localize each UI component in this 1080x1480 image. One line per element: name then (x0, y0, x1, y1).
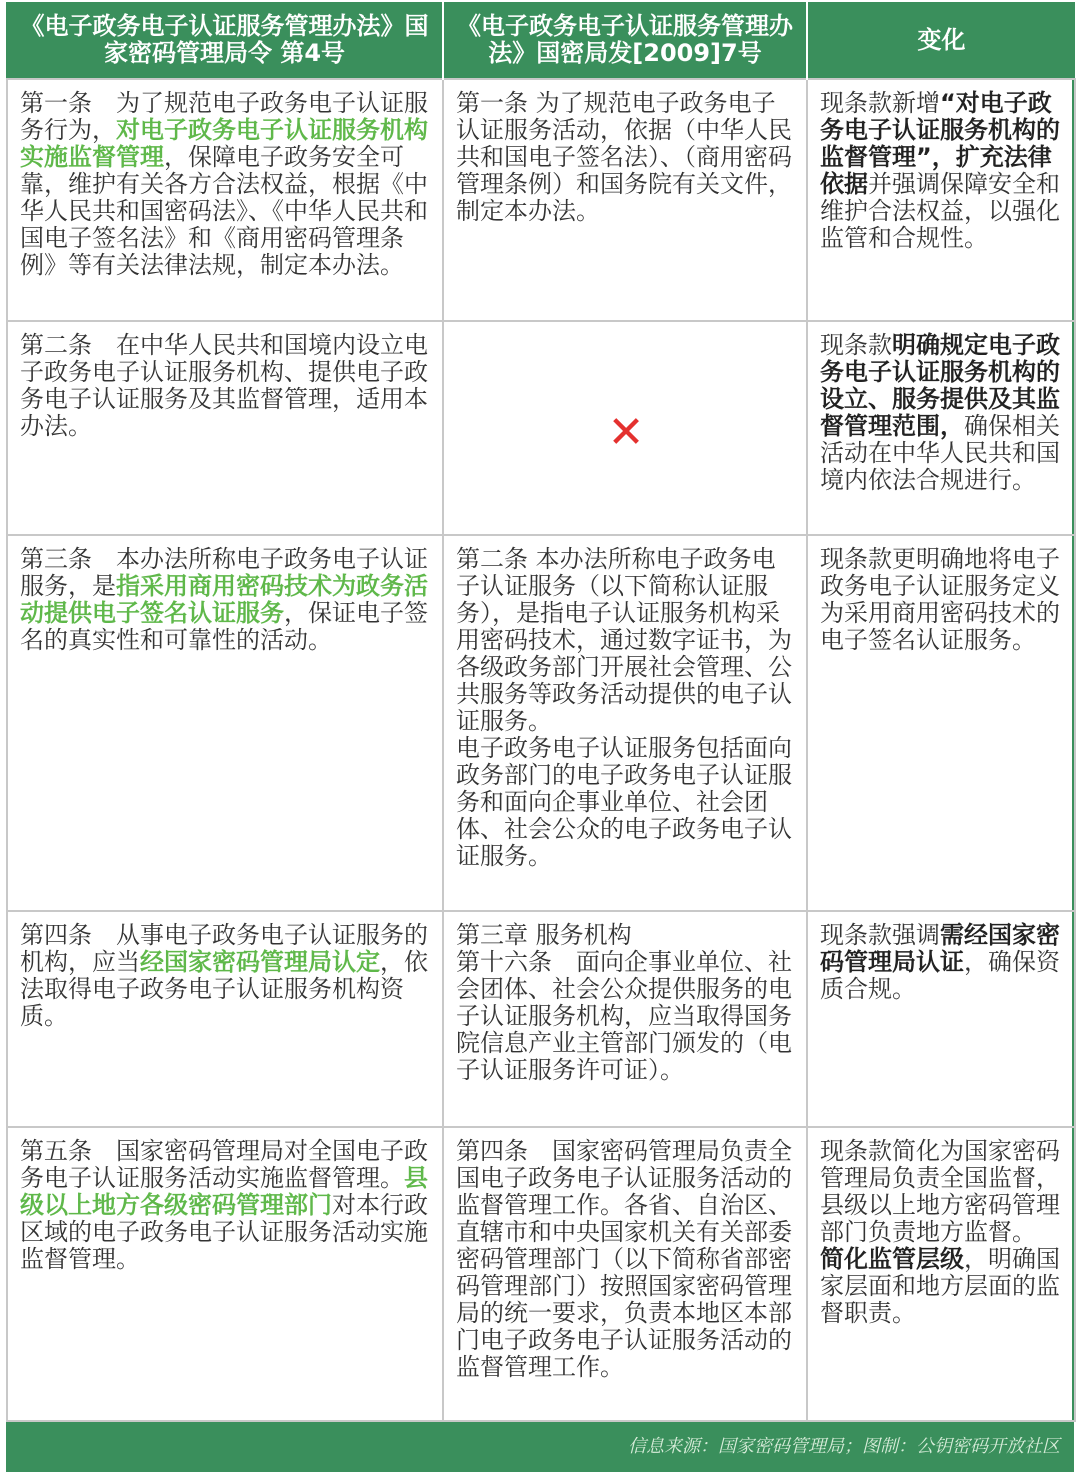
table-row (7, 79, 1075, 321)
old-clause-cell (443, 535, 807, 911)
change-bold: 需经国家密码管理局认证 (820, 921, 1060, 976)
change-bold: “对电子政务电子认证服务机构的监督管理”，扩充法律依据 (820, 89, 1060, 198)
old-clause-cell (443, 1127, 807, 1421)
change-cell (807, 911, 1075, 1127)
change-cell (807, 79, 1075, 321)
change-text: 现条款简化为国家密码管理局负责全国监督，县级以上地方密码管理部门负责地方监督。 (820, 1137, 1060, 1246)
change-text: ，确保资质合规。 (820, 948, 1060, 1003)
new-clause-cell (7, 321, 443, 535)
table-row (7, 1127, 1075, 1421)
table-row (7, 321, 1075, 535)
clause-text: 第二条 本办法所称电子政务电子认证服务（以下简称认证服务），是指电子认证服务机构采用密码技术，通过数字证书，为各级政务部门开展社会管理、公共服务等政务活动提供的电子认证服务。 (456, 545, 792, 735)
clause-text: ，保障电子政务安全可靠，维护有关各方合法权益，根据《中华人民共和国密码法》、《中华人民共和国电子签名法》和《商用密码管理条例》等有关法律法规，制定本办法。 (20, 143, 428, 279)
change-text: 现条款新增 (820, 89, 940, 117)
header-row (7, 2, 1075, 79)
header-change: 变化 (807, 2, 1075, 79)
source-footer: 信息来源：国家密码管理局；图制：公钥密码开放社区 (6, 1422, 1074, 1472)
clause-text: 第三条 本办法所称电子政务电子认证服务，是 (20, 545, 428, 600)
chapter-heading: 第三章 服务机构 (456, 921, 632, 949)
change-bold: 明确规定电子政务电子认证服务机构的设立、服务提供及其监督管理范围， (820, 331, 1060, 440)
new-clause-cell (7, 535, 443, 911)
clause-highlight: 县级以上地方各级密码管理部门 (20, 1164, 428, 1219)
change-text: ，明确国家层面和地方层面的监督职责。 (820, 1245, 1060, 1327)
new-clause-cell (7, 911, 443, 1127)
clause-text: 第二条 在中华人民共和国境内设立电子政务电子认证服务机构、提供电子政务电子认证服务及其监督管理，适用本办法。 (20, 331, 428, 440)
clause-text: 对本行政区域的电子政务电子认证服务活动实施监督管理。 (20, 1191, 428, 1273)
old-clause-cell (443, 321, 807, 535)
clause-text: ，保证电子签名的真实性和可靠性的活动。 (20, 599, 428, 654)
change-cell (807, 1127, 1075, 1421)
clause-text: 电子政务电子认证服务包括面向政务部门的电子政务电子认证服务和面向企事业单位、社会团体、社会公众的电子政务电子认证服务。 (456, 734, 792, 870)
change-text: 现条款 (820, 331, 892, 359)
table-row (7, 535, 1075, 911)
clause-text: 第四条 国家密码管理局负责全国电子政务电子认证服务活动的监督管理工作。各省、自治区、直辖市和中央国家机关有关部委密码管理部门（以下简称省部密码管理部门）按照国家密码管理局的统一要求，负责本地区本部门电子政务电子认证服务活动的监督管理工作。 (456, 1137, 792, 1381)
change-cell (807, 535, 1075, 911)
new-clause-cell (7, 1127, 443, 1421)
clause-text: ，依法取得电子政务电子认证服务机构资质。 (20, 948, 428, 1030)
clause-text: 第四条 从事电子政务电子认证服务的机构，应当 (20, 921, 428, 976)
comparison-table (6, 2, 1076, 1422)
clause-text: 第一条 为了规范电子政务电子认证服务行为， (20, 89, 428, 144)
change-cell (807, 321, 1075, 535)
change-bold: 简化监管层级 (820, 1245, 964, 1273)
change-text: 现条款更明确地将电子政务电子认证服务定义为采用商用密码技术的电子签名认证服务。 (820, 545, 1060, 654)
clause-highlight: 对电子政务电子认证服务机构实施监督管理 (20, 116, 428, 171)
old-clause-cell (443, 79, 807, 321)
header-old-regulation: 《电子政务电子认证服务管理办法》国密局发[2009]7号 (443, 2, 807, 79)
change-text: 并强调保障安全和维护合法权益，以强化监管和合规性。 (820, 170, 1060, 252)
change-text: 现条款强调 (820, 921, 940, 949)
clause-highlight: 经国家密码管理局认定 (140, 948, 380, 976)
change-text: 确保相关活动在中华人民共和国境内依法合规进行。 (820, 412, 1060, 494)
new-clause-cell (7, 79, 443, 321)
cross-icon: ✕ (607, 407, 645, 458)
header-new-regulation: 《电子政务电子认证服务管理办法》国家密码管理局令 第4号 (7, 2, 443, 79)
table-row (7, 911, 1075, 1127)
clause-highlight: 指采用商用密码技术为政务活动提供电子签名认证服务 (20, 572, 428, 627)
clause-text: 第一条 为了规范电子政务电子认证服务活动，依据（中华人民共和国电子签名法）、（商用密码管理条例）和国务院有关文件，制定本办法。 (456, 89, 792, 225)
clause-text: 第五条 国家密码管理局对全国电子政务电子认证服务活动实施监督管理。 (20, 1137, 428, 1192)
clause-text: 第十六条 面向企事业单位、社会团体、社会公众提供服务的电子认证服务机构，应当取得国务院信息产业主管部门颁发的（电子认证服务许可证）。 (456, 948, 792, 1084)
old-clause-cell (443, 911, 807, 1127)
